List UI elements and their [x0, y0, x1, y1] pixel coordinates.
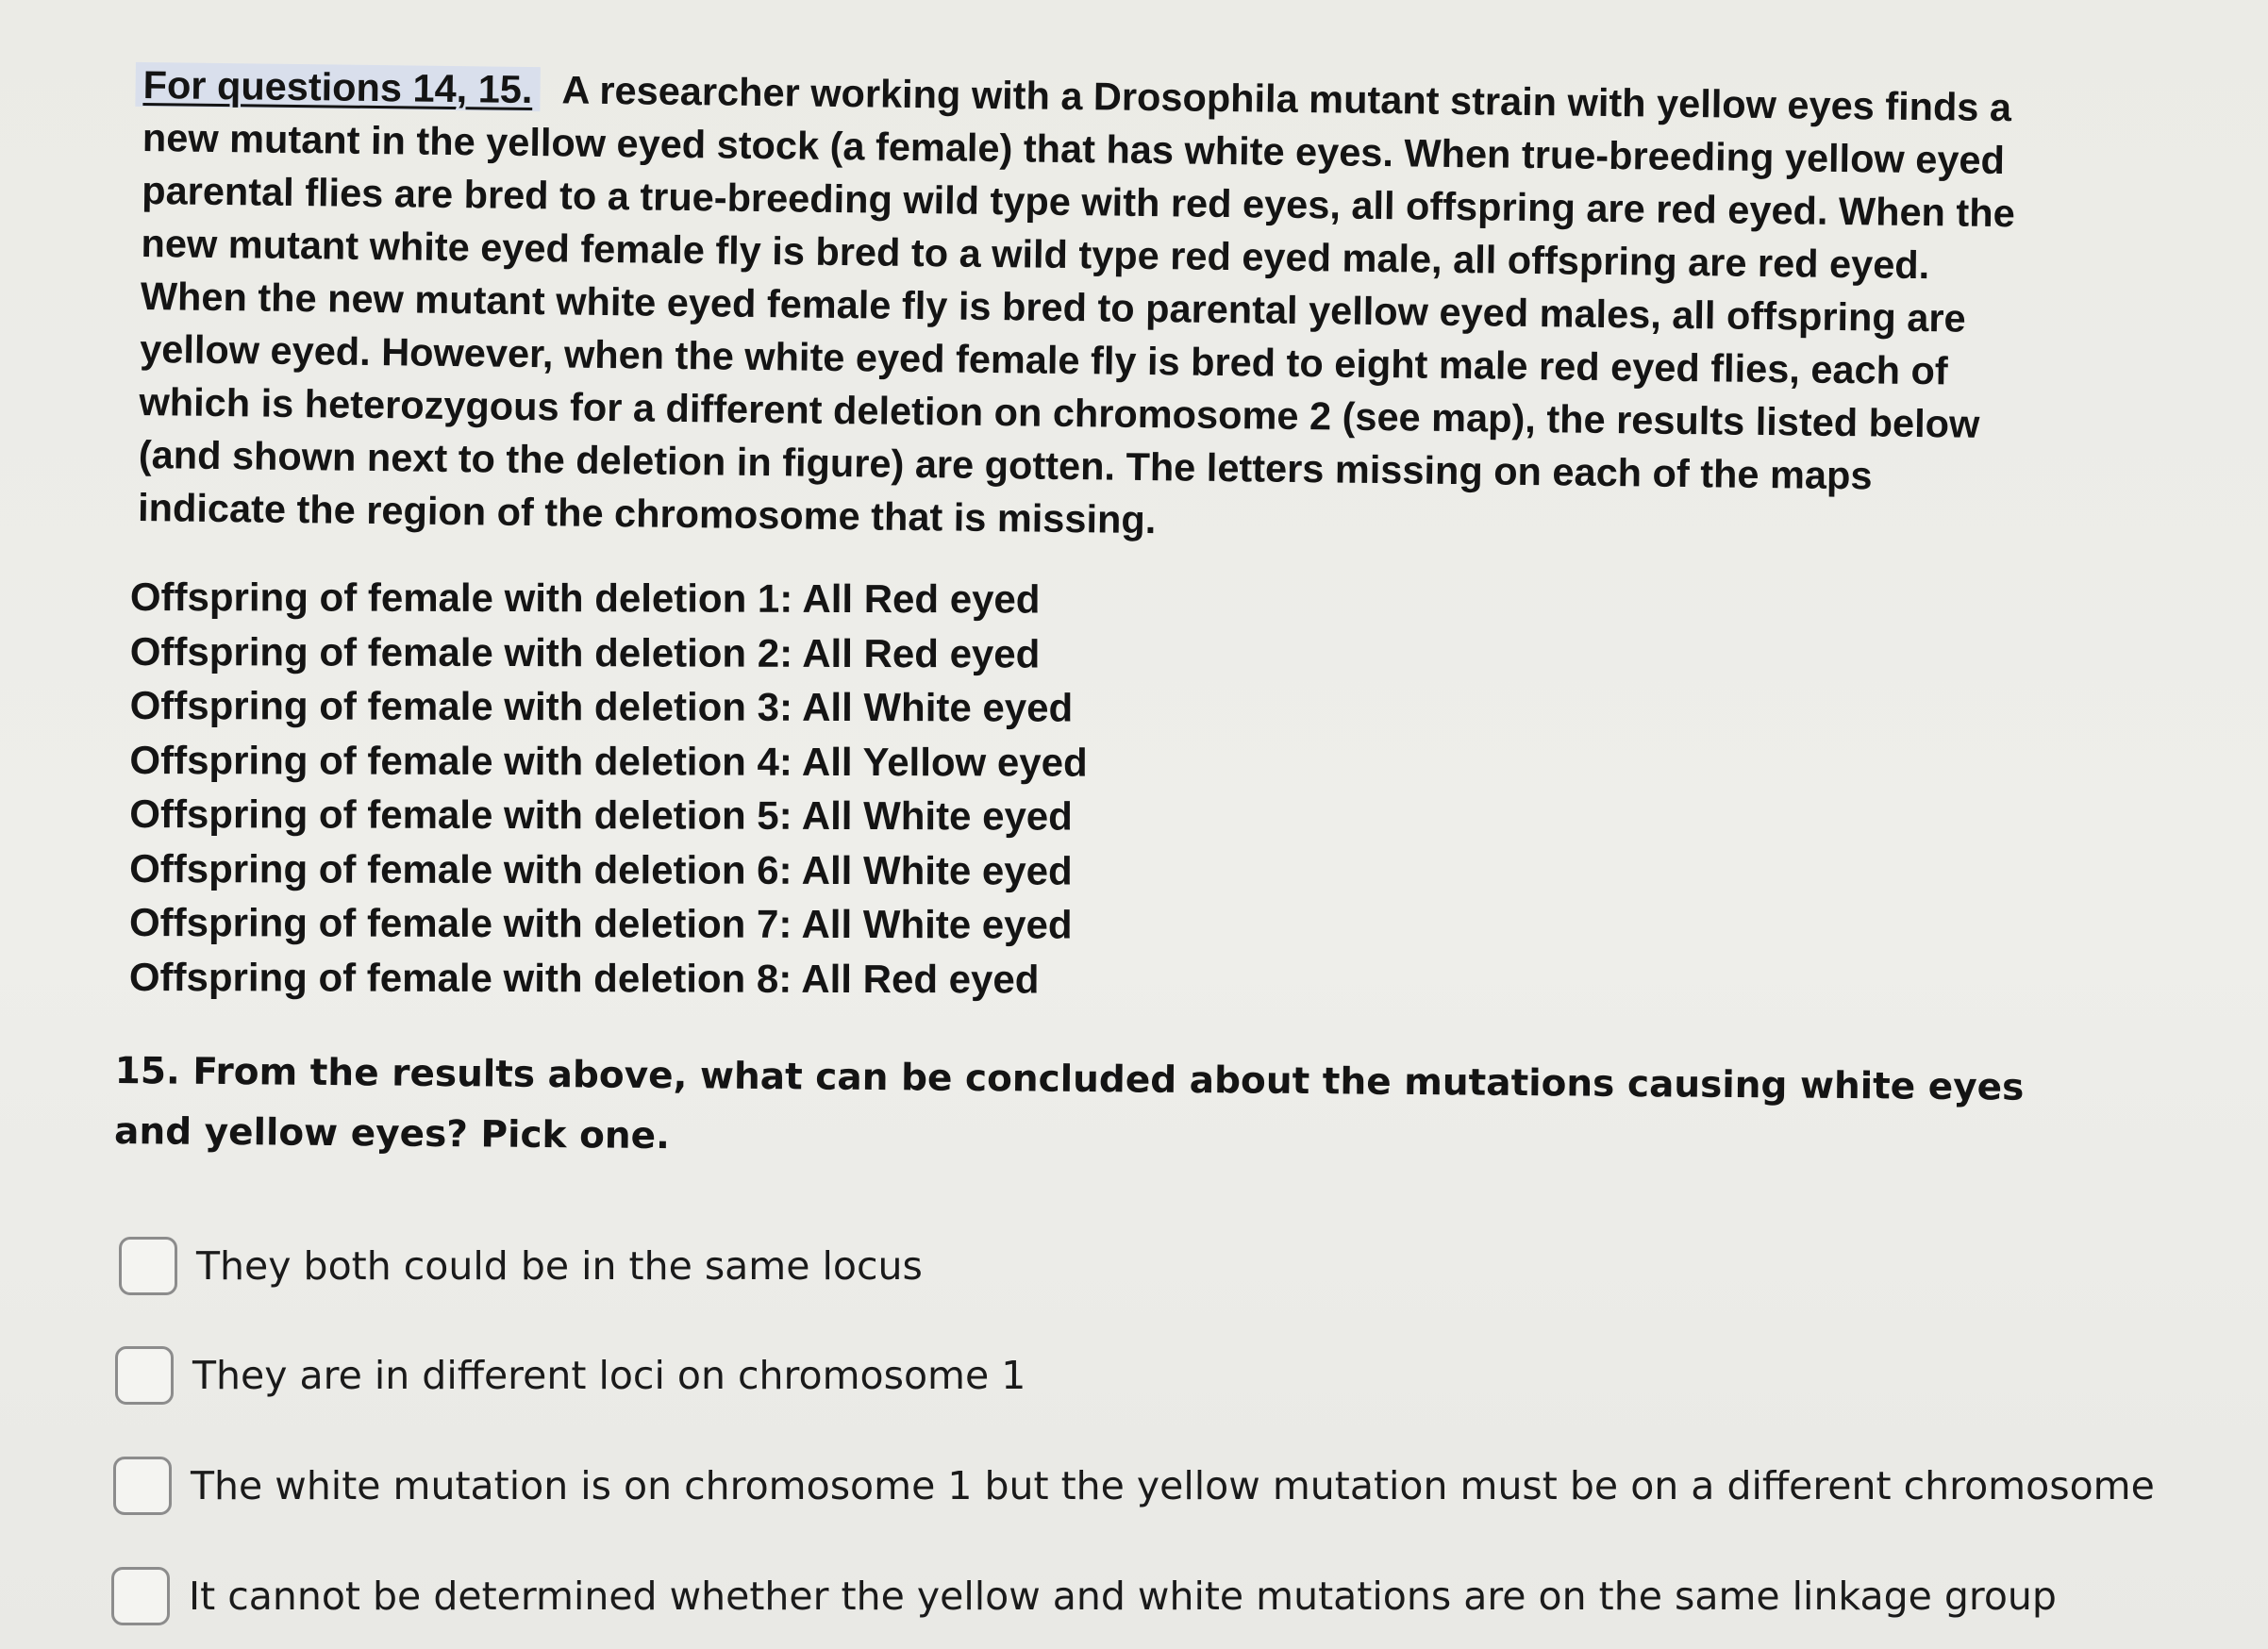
checkbox[interactable]	[113, 1457, 172, 1515]
result-row: Offspring of female with deletion 4: All Yellow eyed	[129, 737, 1088, 785]
question-reference: For questions 14, 15.	[135, 62, 540, 111]
option-label: The white mutation is on chromosome 1 but the yellow mutation must be on a different chromosome	[191, 1463, 2155, 1508]
answer-option-2[interactable]	[115, 1341, 1026, 1409]
answer-option-3[interactable]	[113, 1452, 2155, 1520]
option-label: It cannot be determined whether the yellow and white mutations are on the same linkage group	[189, 1574, 2057, 1619]
intro-paragraph	[138, 58, 2030, 557]
results-list	[129, 570, 1357, 1007]
question-text: 15. From the results above, what can be concluded about the mutations causing white eyes and yellow eyes? Pick one.	[113, 1049, 2025, 1158]
answer-option-1[interactable]	[119, 1232, 923, 1300]
result-row: Offspring of female with deletion 7: All White eyed	[128, 899, 1073, 947]
result-row: Offspring of female with deletion 3: All White eyed	[129, 682, 1074, 730]
result-row: Offspring of female with deletion 6: All White eyed	[129, 845, 1073, 893]
option-label: They both could be in the same locus	[196, 1243, 923, 1289]
checkbox[interactable]	[111, 1567, 170, 1625]
checkbox[interactable]	[119, 1237, 177, 1295]
answer-option-4[interactable]	[111, 1562, 2057, 1630]
result-row: Offspring of female with deletion 1: All Red eyed	[129, 575, 1041, 622]
option-label: They are in different loci on chromosome 1	[192, 1353, 1026, 1398]
result-row: Offspring of female with deletion 2: All Red eyed	[129, 628, 1041, 676]
intro-text: A researcher working with a Drosophila mutant strain with yellow eyes finds a new mutant in the yellow eyed stock (a female) that has white eyes. When true-breeding yellow eyed parental flies are bred to a true-breeding wild type with red eyes, all offspring are red eyed. When the new mutant white eyed female fly is bred to a wild type red eyed male, all offspring are red eyed. When the new mutant white eyed female fly is bred to parental yellow eyed males, all offspring are yellow eyed. However, when the white eyed female fly is bred to eight male red eyed flies, each of which is heterozygous for a different deletion on chromosome 2 (see map), the results listed below (and shown next to the deletion in figure) are gotten. The letters missing on each of the maps indicate the region of the chromosome that is missing.	[137, 67, 2015, 542]
result-row: Offspring of female with deletion 5: All White eyed	[129, 791, 1073, 839]
checkbox[interactable]	[115, 1346, 174, 1405]
result-row: Offspring of female with deletion 8: All Red eyed	[128, 954, 1040, 1002]
